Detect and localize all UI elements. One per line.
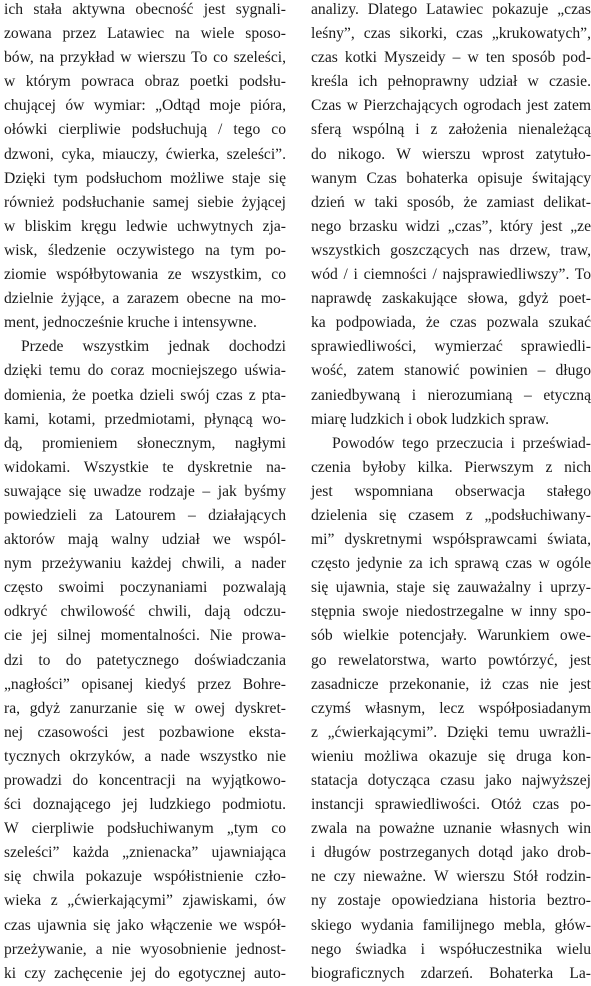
text-line: przeżywanie, a nie wyosobnienie jednost- [4, 940, 286, 958]
text-line: dą, promieniem słonecznym, nagłymi [4, 434, 286, 452]
text-line: naprawdę zaskakujące słowa, gdyż poet- [311, 290, 591, 308]
text-line: ści doznającego jej ludzkiego podmiotu. [4, 796, 286, 814]
text-line: leśny”, czas sikorki, czas „krukowatych”, [311, 25, 591, 43]
text-line: widokami. Wszystkie te dyskretnie na- [4, 458, 286, 476]
text-line: Przede wszystkim jednak dochodzi [21, 338, 286, 356]
text-line: dzięki temu do coraz mocniejszego uświa- [4, 362, 286, 380]
text-line: cie jej silnej momentalności. Nie prowa- [4, 627, 286, 645]
text-line: bów, na przykład w wierszu To co szeleści, [4, 49, 286, 67]
text-line: statacja dotycząca czasu jako najwyższej [311, 772, 591, 789]
text-line: często jedynie za ich sprawą czas w ogóle [311, 555, 591, 573]
text-line: miarę ludzkich i obok ludzkich spraw. [311, 410, 550, 428]
text-line: analizy. Dlatego Latawiec pokazuje „czas [311, 1, 591, 18]
text-line: sferą wspólną i z założenia nienależącą [311, 121, 591, 139]
text-line: ne czy nieważne. W wierszu Stół rodzin- [311, 868, 591, 886]
text-line: ka podpowiada, że czas pozwala szukać [311, 314, 591, 332]
text-line: dzwoni, cyka, miauczy, ćwierka, szeleści”. [4, 145, 286, 163]
text-line: biograficznych zdarzeń. Bohaterka La- [311, 964, 591, 982]
text-line: instancji sprawiedliwości. Otóż czas po- [311, 796, 591, 814]
text-line: nego świadka i współuczestnika wielu [311, 940, 591, 958]
text-line: z „ćwierkającymi”. Dzięki temu uwrażli- [311, 723, 591, 741]
text-line: w bliskim kręgu ledwie uchwytnych zja- [4, 217, 286, 235]
text-line: go rewelatorstwa, warto powtórzyć, jest [311, 651, 591, 669]
text-line: ich stała aktywna obecność jest sygnali- [4, 1, 286, 18]
text-line: domienia, że poetka dzieli swój czas z pta- [4, 386, 286, 404]
text-line: w którym powraca obraz poetki podsłu- [4, 73, 286, 91]
text-line: ra, gdyż zanurzanie się w owej dyskret- [4, 699, 286, 717]
text-line: się ujawnia, staje się zauważalny i uprzy- [311, 579, 591, 597]
text-line: zwala na poważne uznanie własnych win [311, 820, 591, 838]
text-column-left [4, 0, 286, 986]
text-line: wisk, śledzenie oczywistego na tym po- [4, 241, 286, 259]
text-line: czas kotki Myszeidy – w ten sposób pod- [311, 49, 591, 67]
text-line: dzień w taki sposób, że zamiast delikat- [311, 193, 591, 211]
text-line: ment, jednocześnie kruche i intensywne. [4, 314, 257, 332]
text-line: „nagłości” opisanej kiedyś przez Bohre- [4, 675, 286, 693]
text-line: się chwila pokazuje współistnienie czło- [4, 868, 286, 886]
text-line: Powodów tego przeczucia i przeświad- [332, 434, 591, 452]
text-line: czymś własnym, lecz współposiadanym [311, 699, 591, 717]
text-line: dzielenia się czasem z „podsłuchiwany- [311, 506, 591, 524]
text-line: ny zostaje opowiedziana historia beztro- [311, 892, 591, 910]
text-line: wszystkich goszczących nas drzew, traw, [311, 241, 591, 259]
text-line: i długów postrzeganych dotąd jako drob- [311, 844, 591, 862]
text-line: nego brzasku widzi „czas”, który jest „ze [311, 217, 591, 235]
text-line: zowana przez Latawiec na wiele sposo- [4, 25, 286, 43]
text-line: do nikogo. W wierszu wprost zatytuło- [311, 145, 591, 163]
text-line: nej czasowości jest pozbawione eksta- [4, 723, 286, 741]
text-line: wość, zatem stanowić powinien – długo [311, 362, 591, 380]
text-line: wód / i ciemności / najsprawiedliwszy”. To [311, 266, 591, 284]
text-line: nym przeżywaniu każdej chwili, a nader [4, 555, 286, 573]
text-line: stępnia swoje niedostrzegalne w inny spo- [311, 603, 591, 621]
text-line: wieniu możliwa okazuje się druga kon- [311, 747, 591, 765]
text-line: często swoimi poczynaniami pozwalają [4, 579, 286, 597]
text-line: wieka z „ćwierkającymi” zjawiskami, ów [4, 892, 286, 910]
text-line: odkryć chwilowość chwili, dają odczu- [4, 603, 286, 621]
text-line: ki czy zachęcenie jej do egotycznej auto- [4, 964, 286, 982]
text-line: powiedzieli za Latourem – działających [4, 506, 286, 524]
text-line: prowadzi do koncentracji na wyjątkowo- [4, 772, 286, 789]
text-line: ołówki cierpliwie podsłuchują / tego co [4, 121, 286, 139]
text-line: skiego wydania familijnego mebla, głów- [311, 916, 591, 934]
text-line: tycznych okrzyków, a nade wszystko nie [4, 747, 286, 765]
text-line: zaniedbywaną i nierozumianą – etyczną [311, 386, 591, 404]
text-line: suwające się uwadze rodzaje – jak byśmy [4, 482, 286, 500]
text-line: czenia byłoby kilka. Pierwszym z nich [311, 458, 591, 476]
text-line: dzi to do patetycznego doświadczania [4, 651, 286, 669]
text-line: ziomie współbytowania ze wszystkim, co [4, 266, 286, 284]
text-line: Czas w Pierzchających ogrodach jest zatem [311, 97, 591, 115]
text-line: sób wielkie potencjały. Warunkiem owe- [311, 627, 591, 645]
text-line: W cierpliwie podsłuchiwanym „tym co [4, 820, 286, 838]
text-line: kami, kotami, przedmiotami, płynącą wo- [4, 410, 286, 428]
text-column-right [311, 0, 591, 986]
text-line: wanym Czas bohaterka opisuje świtający [311, 169, 591, 187]
text-line: czas ujawnia się jako włączenie we współ- [4, 916, 286, 934]
text-line: dzielnie żyjące, a zarazem obecne na mo- [4, 290, 286, 308]
text-line: również podsłuchanie samej siebie żyjącej [4, 193, 286, 211]
text-line: mi” dyskretnymi współsprawcami świata, [311, 531, 591, 549]
text-line: kreśla ich pełnoprawny udział w czasie. [311, 73, 591, 91]
text-line: sprawiedliwości, wymierzać sprawiedli- [311, 338, 591, 356]
text-line: aktorów mają walny udział we wspól- [4, 531, 286, 549]
text-line: zasadnicze przekonanie, iż czas nie jest [311, 675, 591, 693]
text-line: chującej ów wymiar: „Odtąd moje pióra, [4, 97, 286, 115]
text-line: Dzięki tym podsłuchom możliwe staje się [4, 169, 286, 187]
text-line: jest wspomniana obserwacja stałego [311, 482, 591, 500]
text-line: szeleści” każda „znienacka” ujawniająca [4, 844, 286, 862]
